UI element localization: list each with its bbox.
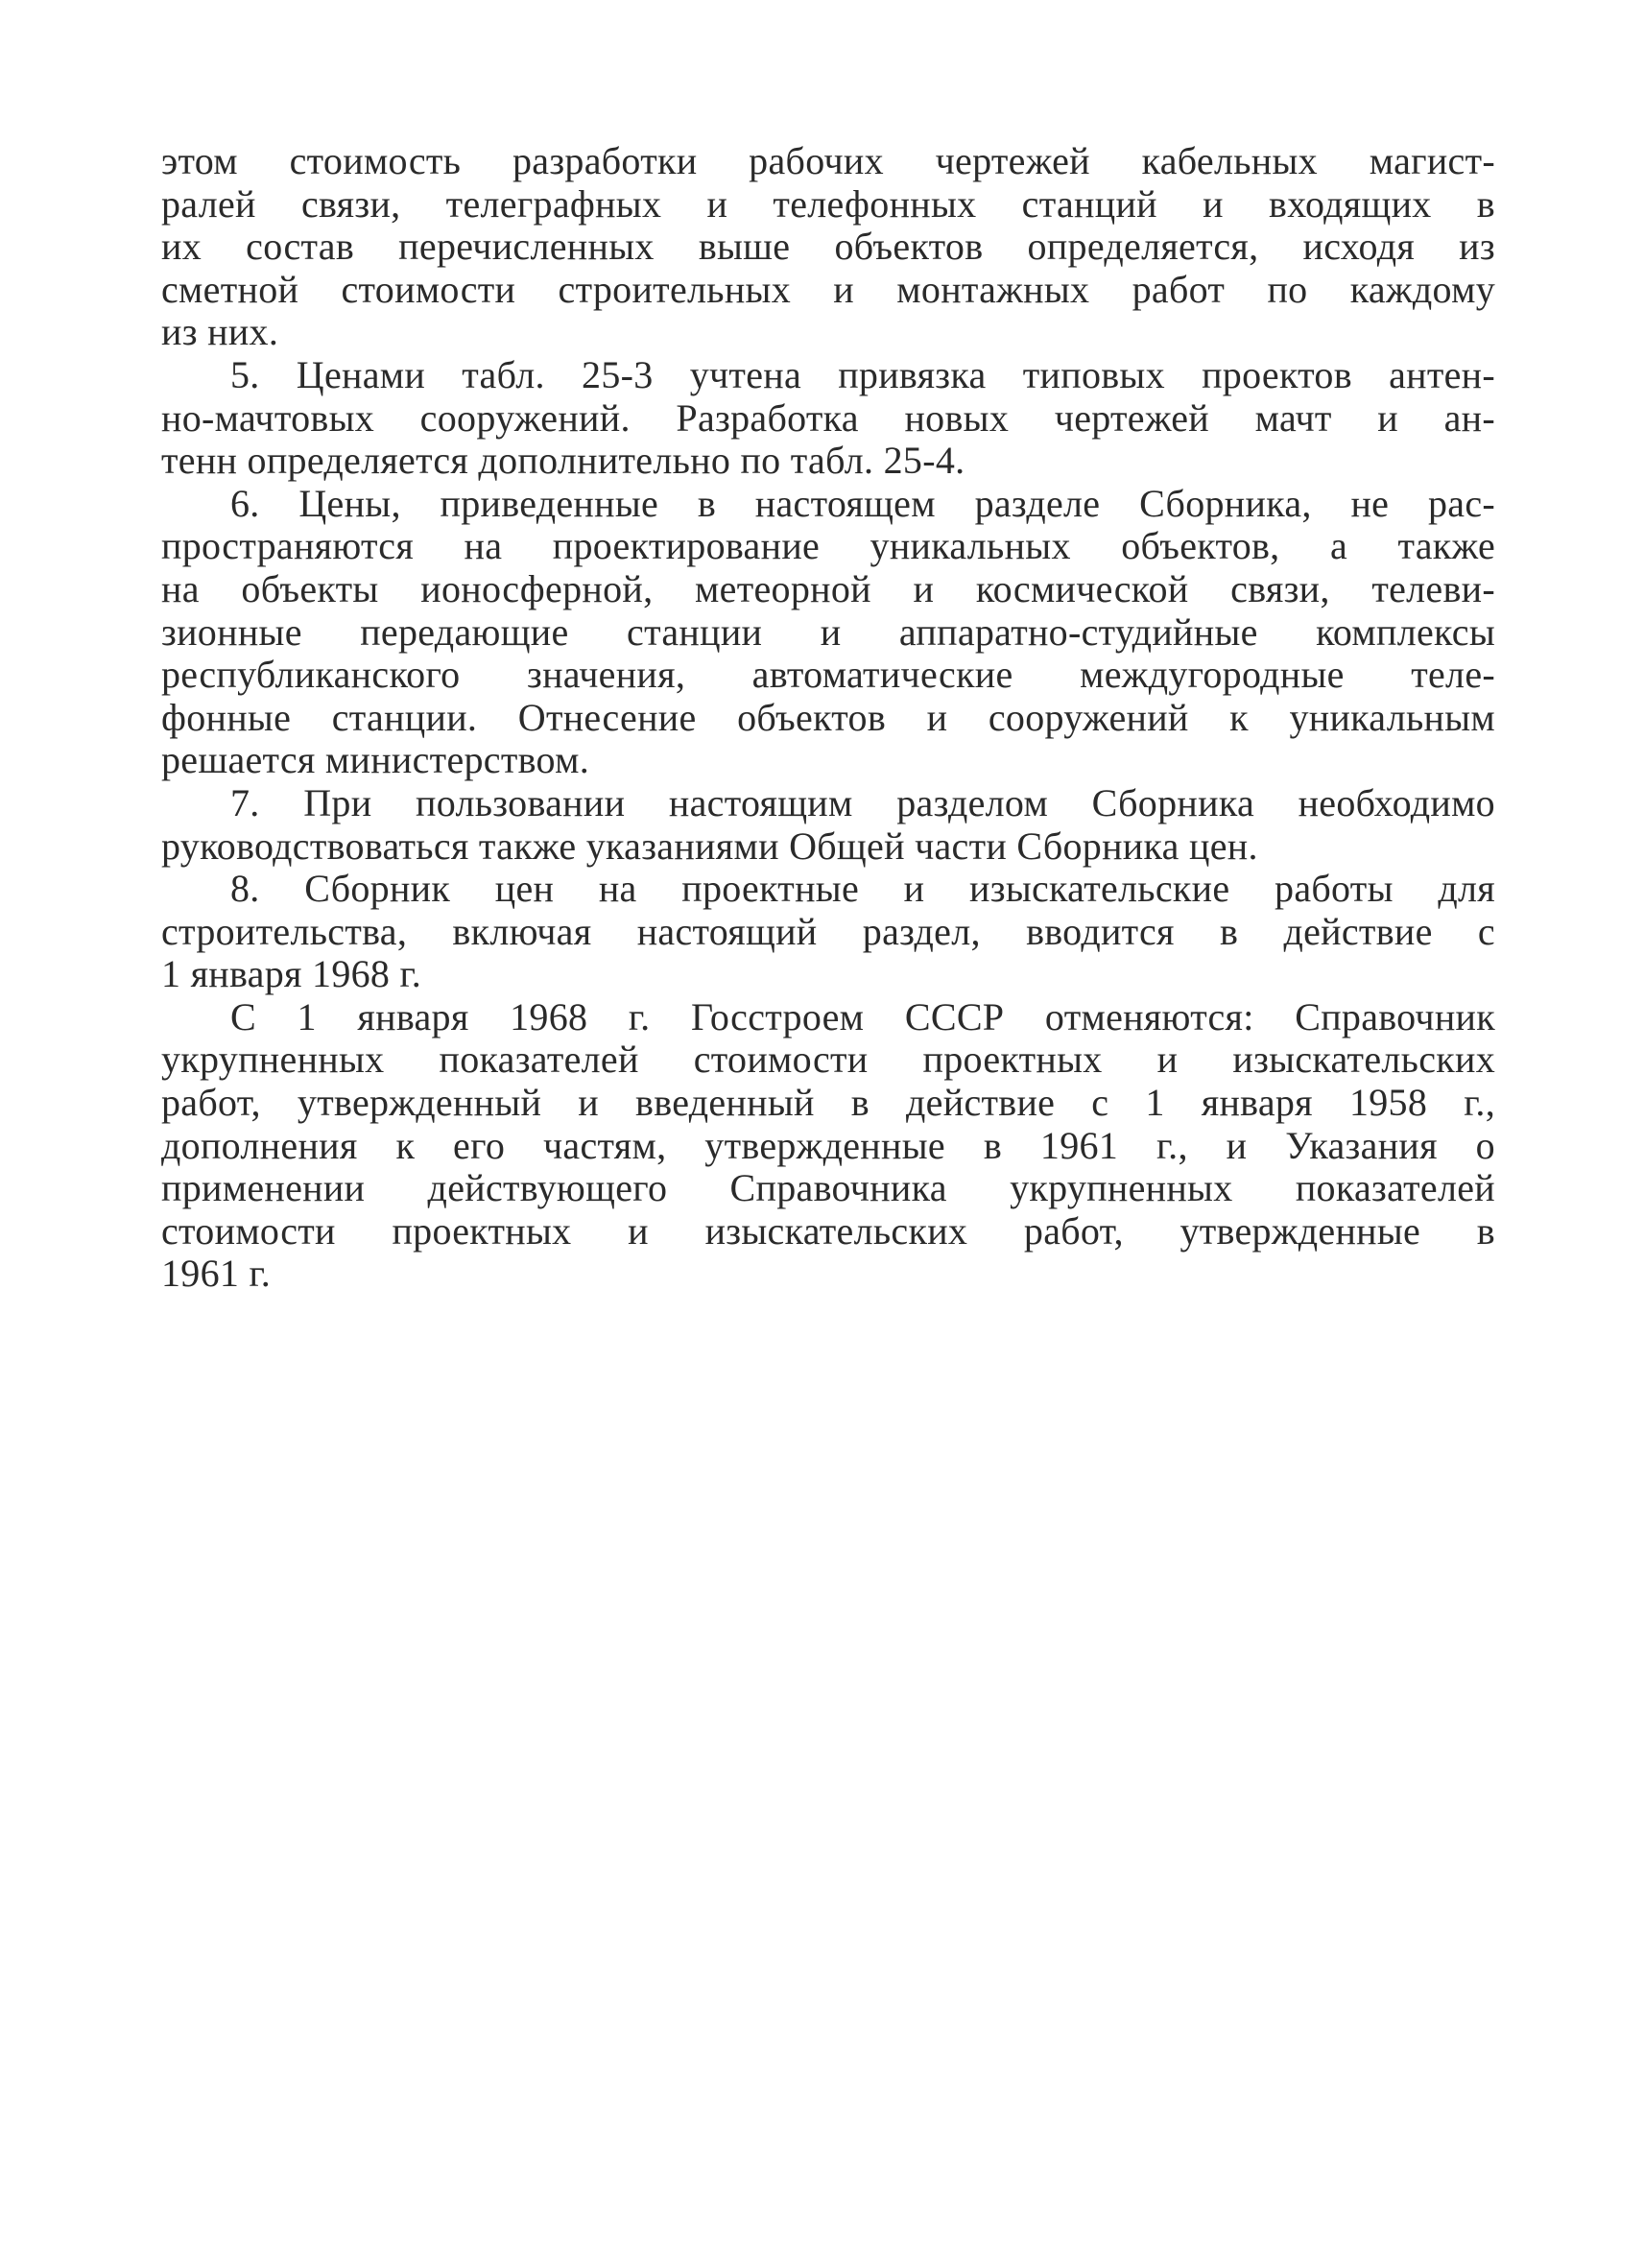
text-line: С 1 января 1968 г. Госстроем СССР отменяются: Справочник (230, 994, 1495, 1039)
text-line: тенн определяется дополнительно по табл. 25-4. (161, 439, 965, 483)
text-line: из них. (161, 310, 279, 354)
text-line: стоимости проектных и изыскательских работ, утвержденные в (161, 1208, 1495, 1253)
text-line: но-мачтовых сооружений. Разработка новых чертежей мачт и ан- (161, 395, 1495, 440)
text-line: фонные станции. Отнесение объектов и сооружений к уникальным (161, 695, 1495, 739)
paragraph-9 (161, 996, 1495, 1296)
paragraph-6 (161, 483, 1495, 782)
text-line: укрупненных показателей стоимости проектных и изыскательских (161, 1038, 1495, 1082)
text-line: на объекты ионосферной, метеорной и космической связи, телеви- (161, 566, 1495, 610)
text-line: этом стоимость разработки рабочих чертежей кабельных магист- (161, 139, 1495, 182)
text-line: 7. При пользовании настоящим разделом Сборника необходимо (230, 780, 1495, 824)
text-line: сметной стоимости строительных и монтажных работ по каждому (161, 267, 1495, 311)
text-line: 6. Цены, приведенные в настоящем разделе Сборника, не рас- (230, 481, 1495, 525)
text-line: 1961 г. (161, 1252, 271, 1296)
paragraph-8 (161, 868, 1495, 996)
text-line: зионные передающие станции и аппаратно-студийные комплексы (161, 609, 1495, 654)
text-line: дополнения к его частям, утвержденные в 1961 г., и Указания о (161, 1123, 1495, 1167)
text-line: республиканского значения, автоматические междугородные теле- (161, 653, 1495, 697)
text-line: 8. Сборник цен на проектные и изыскательские работы для (230, 867, 1495, 911)
text-line: строительства, включая настоящий раздел, вводится в действие с (161, 909, 1495, 953)
text-line: применении действующего Справочника укрупненных показателей (161, 1166, 1495, 1210)
paragraph-7 (161, 782, 1495, 868)
text-line: 5. Ценами табл. 25-3 учтена привязка типовых проектов антен- (230, 352, 1495, 396)
document-body (161, 140, 1495, 1296)
text-line: их состав перечисленных выше объектов определяется, исходя из (161, 225, 1495, 269)
text-line: руководствоваться также указаниями Общей части Сборника цен. (161, 824, 1258, 868)
text-line: ралей связи, телеграфных и телефонных станций и входящих в (161, 181, 1495, 226)
text-line: решается министерством. (161, 738, 590, 782)
text-line: пространяются на проектирование уникальных объектов, а также (161, 524, 1495, 568)
paragraph-5 (161, 354, 1495, 483)
paragraph-intro (161, 140, 1495, 354)
text-line: 1 января 1968 г. (161, 952, 422, 996)
text-line: работ, утвержденный и введенный в действие с 1 января 1958 г., (161, 1081, 1495, 1125)
